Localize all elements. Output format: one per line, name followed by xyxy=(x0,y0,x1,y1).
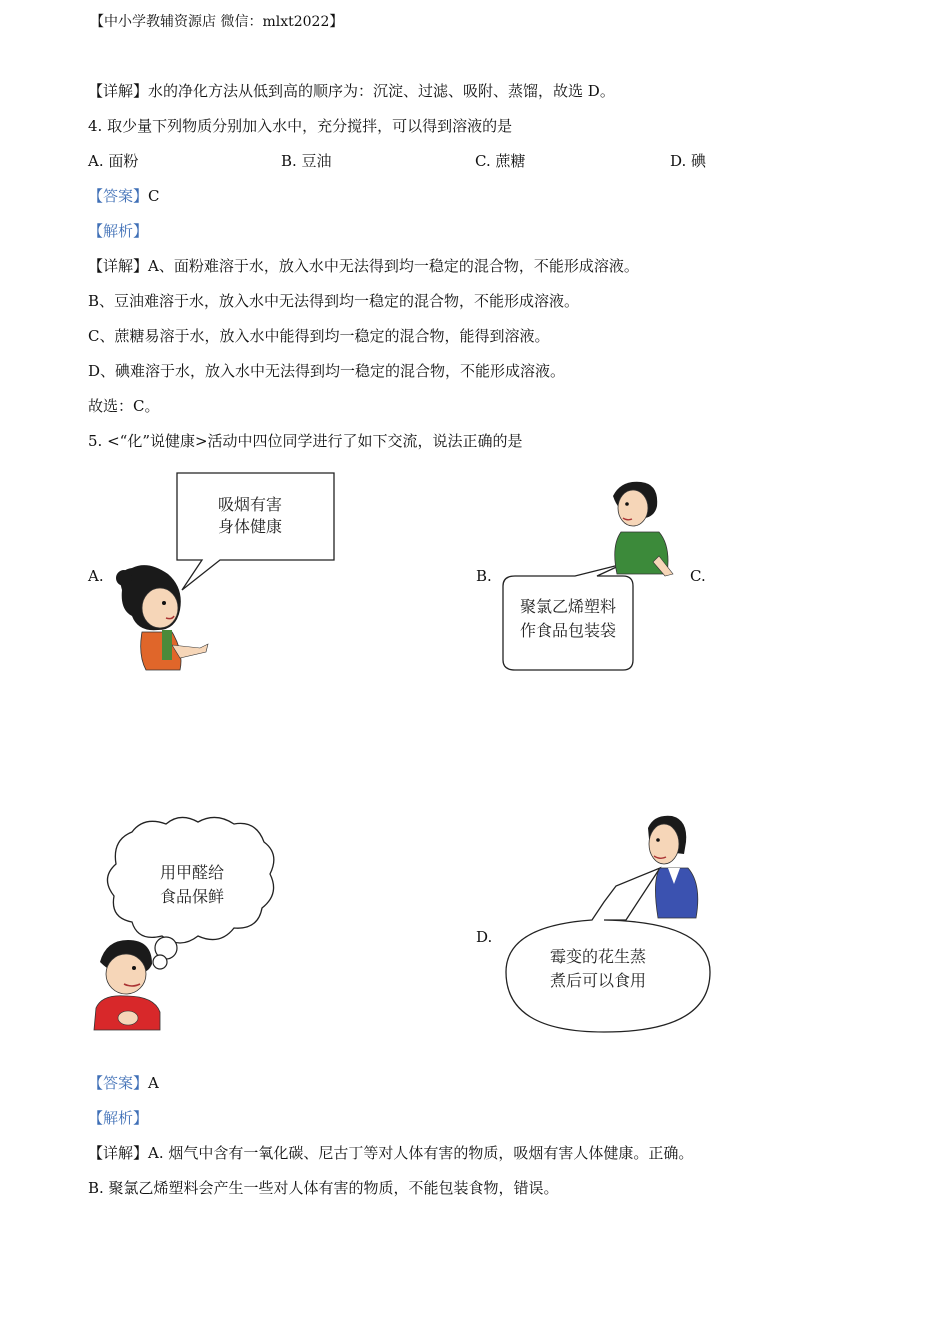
answer-value: A xyxy=(148,1074,159,1092)
q5-answer xyxy=(88,1073,159,1093)
boy-figure-c xyxy=(94,940,160,1030)
boy-figure-b xyxy=(613,482,673,576)
q4-option-d: D. 碘 xyxy=(670,152,707,170)
q5-option-c-illustration xyxy=(88,812,288,1042)
detail-tag: 【详解】 xyxy=(88,257,149,275)
bubble-d-line-2: 煮后可以食用 xyxy=(549,971,647,990)
q5-stem: 5. <“化”说健康>活动中四位同学进行了如下交流，说法正确的是 xyxy=(88,432,523,450)
detail-text: A、面粉难溶于水，放入水中无法得到均一稳定的混合物，不能形成溶液。 xyxy=(148,257,639,275)
q4-detail-line-1 xyxy=(88,256,639,276)
q5-option-a-label: A. xyxy=(88,567,104,585)
detail-tag: 【详解】 xyxy=(88,82,149,100)
bubble-c-line-2: 食品保鲜 xyxy=(159,887,225,906)
q4-detail-line-3: C、蔗糖易溶于水，放入水中能得到均一稳定的混合物，能得到溶液。 xyxy=(88,327,550,345)
q4-answer xyxy=(88,186,160,206)
q5-option-d-label: D. xyxy=(476,928,493,946)
q4-analysis-tag: 【解析】 xyxy=(88,222,149,240)
q5-option-d-illustration xyxy=(500,810,720,1040)
q4-option-a: A. 面粉 xyxy=(88,152,139,170)
q3-detail xyxy=(88,81,615,101)
q5-option-b-label: B. xyxy=(476,567,492,585)
header-watermark: 【中小学教辅资源店 微信：mlxt2022】 xyxy=(90,14,344,30)
detail-text: A. 烟气中含有一氧化碳、尼古丁等对人体有害的物质，吸烟有害人体健康。正确。 xyxy=(148,1144,694,1162)
bubble-b-line-1: 聚氯乙烯塑料 xyxy=(519,597,617,616)
detail-tag: 【详解】 xyxy=(88,1144,149,1162)
q4-conclusion: 故选：C。 xyxy=(88,397,160,415)
q5-detail-line-1 xyxy=(88,1143,693,1163)
q4-option-b: B. 豆油 xyxy=(281,152,332,170)
q5-option-c-label: C. xyxy=(690,567,706,585)
bubble-a-line-2: 身体健康 xyxy=(217,517,283,536)
q4-stem: 4. 取少量下列物质分别加入水中，充分搅拌，可以得到溶液的是 xyxy=(88,117,513,135)
detail-text: 水的净化方法从低到高的顺序为：沉淀、过滤、吸附、蒸馏，故选 D。 xyxy=(148,82,615,100)
q5-detail-line-2: B. 聚氯乙烯塑料会产生一些对人体有害的物质，不能包装食物，错误。 xyxy=(88,1179,559,1197)
q5-option-a-illustration xyxy=(110,470,350,680)
bubble-b-line-2: 作食品包装袋 xyxy=(519,621,617,640)
q5-analysis-tag: 【解析】 xyxy=(88,1109,149,1127)
q4-detail-line-2: B、豆油难溶于水，放入水中无法得到均一稳定的混合物，不能形成溶液。 xyxy=(88,292,580,310)
bubble-d-line-1: 霉变的花生蒸 xyxy=(549,947,647,966)
bubble-a-line-1: 吸烟有害 xyxy=(217,495,283,514)
q4-detail-line-4: D、碘难溶于水，放入水中无法得到均一稳定的混合物，不能形成溶液。 xyxy=(88,362,566,380)
answer-tag: 【答案】 xyxy=(88,1074,149,1092)
q4-option-c: C. 蔗糖 xyxy=(475,152,526,170)
answer-value: C xyxy=(148,187,160,205)
bubble-c-line-1: 用甲醛给 xyxy=(159,863,225,882)
man-figure-d xyxy=(648,816,698,918)
answer-tag: 【答案】 xyxy=(88,187,149,205)
q5-option-b-illustration xyxy=(495,476,685,676)
